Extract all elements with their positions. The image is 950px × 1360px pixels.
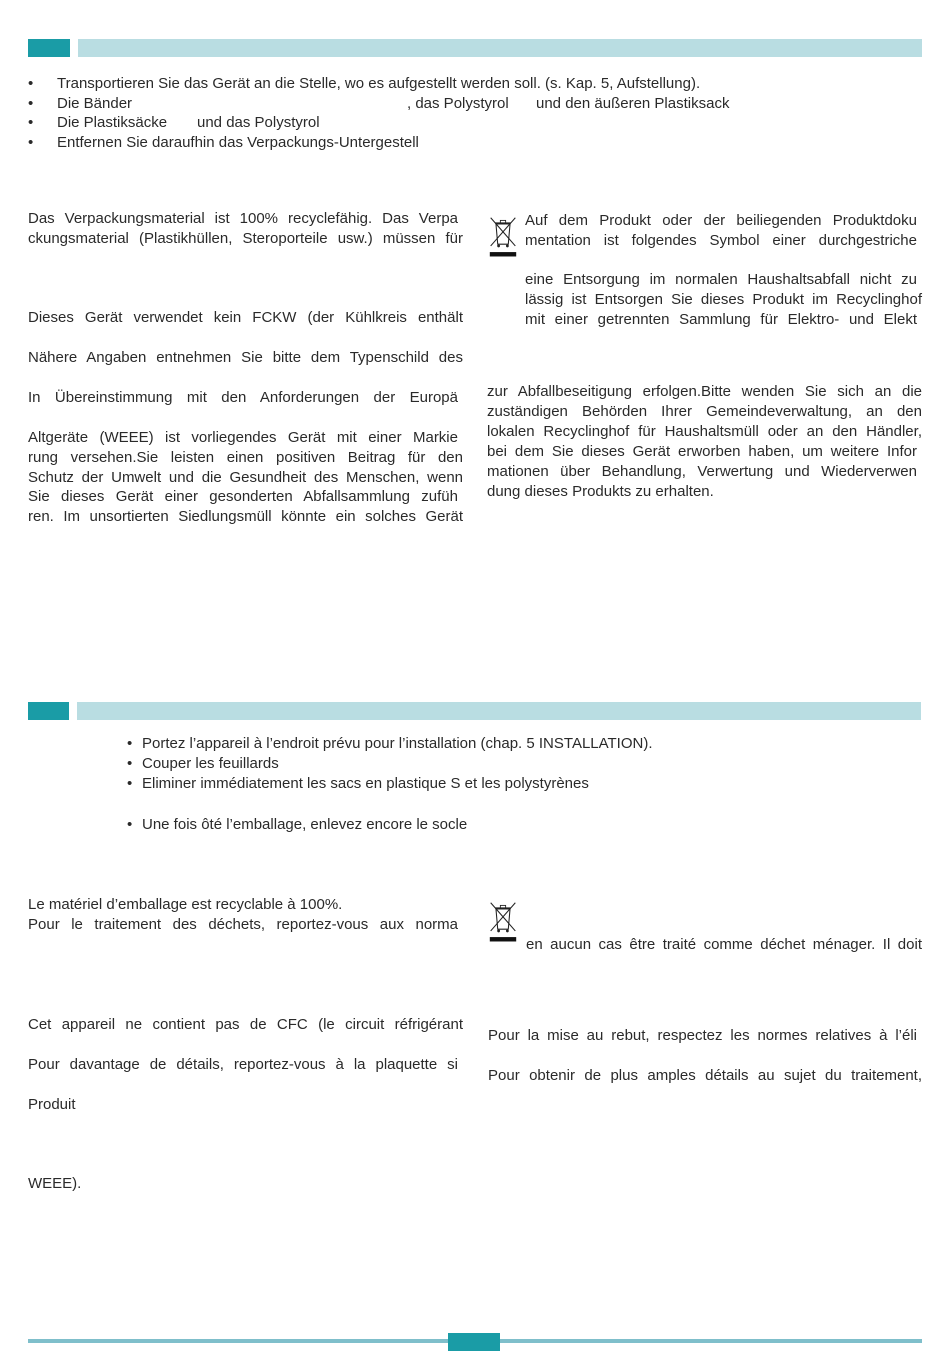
de-left-line-8: Schutz der Umwelt und die Gesundheit des Menschen, wenn [28,469,463,486]
de-left-line-10: ren. Im unsortierten Siedlungsmüll könnte ein solches Gerät [28,508,463,525]
de-bullet-3b: und das Polystyrol [197,114,320,131]
fr-left-line-1: Le matériel d’emballage est recyclable à 100%. [28,896,343,913]
bullet-marker: • [127,755,133,772]
fr-left-line-3: Cet appareil ne contient pas de CFC (le circuit réfrigérant [28,1016,463,1033]
de-right-line-7: zuständigen Behörden Ihrer Gemeindeverwaltung, an den [487,403,922,420]
de-bullet-2b: , das Polystyrol [407,95,509,112]
fr-left-line-5: Produit [28,1096,76,1113]
fr-left-line-2: Pour le traitement des déchets, reportez-vous aux norma [28,916,458,933]
bullet-marker: • [28,134,34,151]
de-right-line-5: mit einer getrennten Sammlung für Elektro- und Elekt [525,311,917,328]
de-right-line-2: mentation ist folgendes Symbol einer durchgestriche [525,232,917,249]
fr-bullet-3: Eliminer immédiatement les sacs en plastique S et les polystyrènes [142,775,589,792]
de-bullet-2a: Die Bänder [57,95,133,112]
de-left-line-1: Das Verpackungsmaterial ist 100% recyclefähig. Das Verpa [28,210,458,227]
bullet-marker: • [127,775,133,792]
fr-bullet-4: Une fois ôté l’emballage, enlevez encore le socle [142,816,468,833]
fr-bullet-1: Portez l’appareil à l’endroit prévu pour l’installation (chap. 5 INSTALLATION). [142,735,653,752]
weee-crossed-bin-icon [486,901,520,945]
de-right-line-8: lokalen Recyclinghof für Haushaltsmüll oder an den Händler, [487,423,922,440]
section-band [78,39,922,57]
bullet-marker: • [28,95,34,112]
de-left-line-6: Altgeräte (WEEE) ist vorliegendes Gerät mit einer Markie [28,429,458,446]
de-left-line-4: Nähere Angaben entnehmen Sie bitte dem Typenschild des [28,349,463,366]
de-bullet-3a: Die Plastiksäcke [57,114,168,131]
de-right-line-9: bei dem Sie dieses Gerät erworben haben, um weitere Infor [487,443,917,460]
section-accent [28,702,69,720]
section-header-bar-fr [28,702,921,720]
de-left-line-5: In Übereinstimmung mit den Anforderungen der Europä [28,389,458,406]
de-bullet-4: Entfernen Sie daraufhin das Verpackungs-Untergestell [57,134,419,151]
fr-bullet-2: Couper les feuillards [142,755,279,772]
bullet-marker: • [28,75,34,92]
fr-right-line-2: Pour la mise au rebut, respectez les normes relatives à l’éli [488,1027,917,1044]
de-left-line-3: Dieses Gerät verwendet kein FCKW (der Kühlkreis enthält [28,309,463,326]
de-left-line-7: rung versehen.Sie leisten einen positiven Beitrag für den [28,449,463,466]
section-band [77,702,921,720]
fr-left-line-4: Pour davantage de détails, reportez-vous à la plaquette si [28,1056,458,1073]
de-right-line-4: lässig ist Entsorgen Sie dieses Produkt im Recyclinghof [525,291,922,308]
page-number-tab [448,1333,500,1351]
de-right-line-11: dung dieses Produkts zu erhalten. [487,483,714,500]
bullet-marker: • [127,735,133,752]
section-accent [28,39,70,57]
fr-right-line-3: Pour obtenir de plus amples détails au sujet du traitement, [488,1067,922,1084]
de-left-line-2: ckungsmaterial (Plastikhüllen, Steroporteile usw.) müssen für [28,230,463,247]
fr-left-line-6: WEEE). [28,1175,82,1192]
fr-right-line-1: en aucun cas être traité comme déchet ménager. Il doit [526,936,922,953]
de-right-line-1: Auf dem Produkt oder der beiliegenden Produktdoku [525,212,917,229]
de-bullet-1: Transportieren Sie das Gerät an die Stelle, wo es aufgestellt werden soll. (s. Kap. 5, Aufstellung). [57,75,701,92]
de-bullet-2c: und den äußeren Plastiksack [536,95,730,112]
de-right-line-3: eine Entsorgung im normalen Haushaltsabfall nicht zu [525,271,917,288]
bullet-marker: • [127,816,133,833]
de-right-line-6: zur Abfallbeseitigung erfolgen.Bitte wenden Sie sich an die [487,383,922,400]
de-left-line-9: Sie dieses Gerät einer gesonderten Abfallsammlung zufüh [28,488,458,505]
weee-crossed-bin-icon [486,216,520,260]
de-right-line-10: mationen über Behandlung, Verwertung und Wiederverwen [487,463,917,480]
bullet-marker: • [28,114,34,131]
section-header-bar-de [28,39,922,57]
